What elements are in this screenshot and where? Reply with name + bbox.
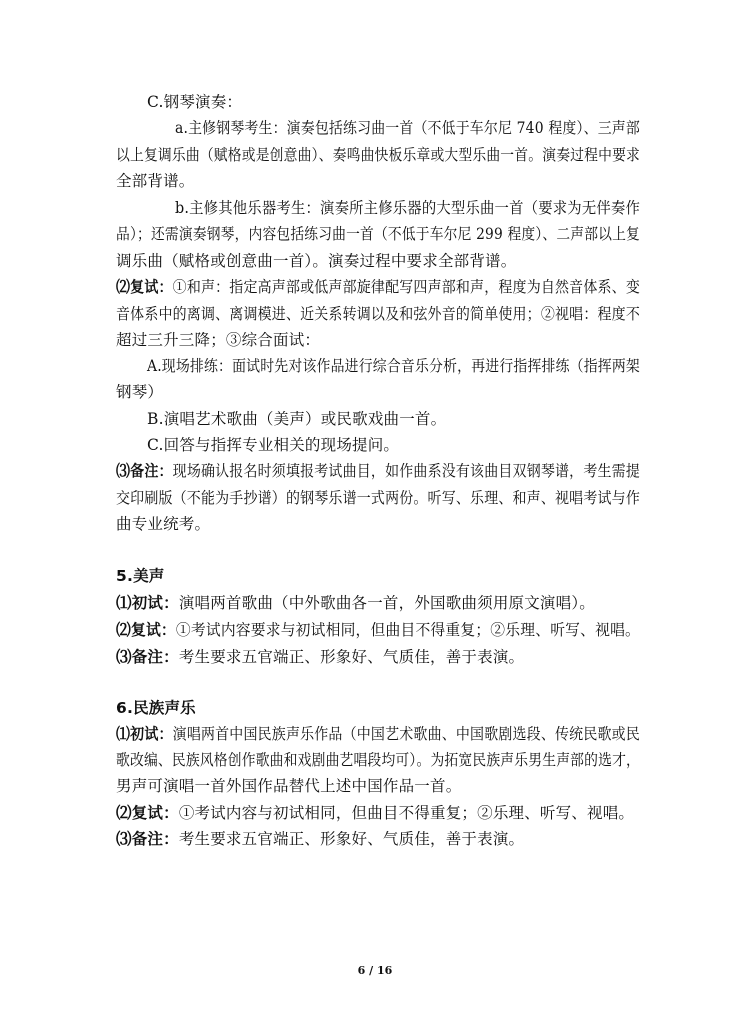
folk-retest-text: ①考试内容与初试相同，但曲目不得重复；②乐理、听写、视唱。	[178, 804, 635, 822]
bel-canto-note-label: ⑶备注：	[116, 648, 179, 666]
folk-note-text: 考生要求五官端正、形象好、气质佳，善于表演。	[178, 830, 525, 848]
piano-b-line-3: 调乐曲（赋格或创意曲一首）。演奏过程中要求全部背谱。	[116, 252, 517, 270]
bel-canto-retest	[116, 619, 640, 641]
bel-canto-retest-text: ①考试内容要求与初试相同，但曲目不得重复；②乐理、听写、视唱。	[175, 621, 641, 639]
folk-heading: 6.民族声乐	[116, 699, 196, 717]
bel-canto-note	[116, 646, 524, 668]
retest-b: B.演唱艺术歌曲（美声）或民歌戏曲一首。	[147, 410, 447, 428]
piano-b-line-1: b.主修其他乐器考生：演奏所主修乐器的大型乐曲一首（要求为无伴奏作	[175, 199, 641, 217]
note-line-1	[116, 460, 640, 482]
folk-prelim-line-1	[116, 723, 640, 745]
bel-canto-heading: 5.美声	[116, 567, 165, 585]
folk-prelim-label: ⑴初试：	[116, 725, 173, 743]
folk-note	[116, 828, 524, 850]
note-line-3: 曲专业统考。	[116, 515, 211, 533]
piano-section-title: C.钢琴演奏：	[147, 93, 243, 111]
retest-a-line-2: 钢琴）	[116, 383, 164, 401]
folk-retest-label: ⑵复试：	[116, 804, 179, 822]
bel-canto-prelim	[116, 592, 595, 614]
piano-a-line-2: 以上复调乐曲（赋格或是创意曲）、奏鸣曲快板乐章或大型乐曲一首。演奏过程中要求	[116, 146, 641, 164]
folk-note-label: ⑶备注：	[116, 830, 179, 848]
folk-prelim-line-3: 男声可演唱一首外国作品替代上述中国作品一首。	[116, 777, 462, 795]
bel-canto-retest-label: ⑵复试：	[116, 621, 176, 639]
retest-label: ⑵复试：	[116, 278, 173, 296]
note-text-1: 现场确认报名时须填报考试曲目，如作曲系没有该曲目双钢琴谱，考生需提	[172, 462, 640, 480]
note-line-2: 交印刷版（不能为手抄谱）的钢琴乐谱一式两份。听写、乐理、和声、视唱考试与作	[116, 489, 640, 507]
page-number: 6 / 16	[357, 964, 393, 977]
bel-canto-prelim-label: ⑴初试：	[116, 594, 179, 612]
piano-a-line-1: a.主修钢琴考生：演奏包括练习曲一首（不低于车尔尼 740 程度）、三声部	[175, 119, 640, 137]
retest-line-2: 音体系中的离调、离调模进、近关系转调以及和弦外音的简单使用；②视唱：程度不	[116, 305, 640, 323]
piano-b-line-2: 品）；还需演奏钢琴，内容包括练习曲一首（不低于车尔尼 299 程度）、二声部以上复	[116, 225, 640, 243]
bel-canto-note-text: 考生要求五官端正、形象好、气质佳，善于表演。	[178, 648, 525, 666]
folk-prelim-text-1: 演唱两首中国民族声乐作品（中国艺术歌曲、中国歌剧选段、传统民歌或民	[172, 725, 640, 743]
retest-line-1	[116, 276, 640, 298]
retest-text-1: ①和声：指定高声部或低声部旋律配写四声部和声，程度为自然音体系、变	[172, 278, 640, 296]
note-label: ⑶备注：	[116, 462, 173, 480]
piano-a-line-3: 全部背谱。	[116, 172, 195, 190]
retest-line-3: 超过三升三降；③综合面试：	[116, 331, 321, 349]
bel-canto-prelim-text: 演唱两首歌曲（中外歌曲各一首，外国歌曲须用原文演唱）。	[178, 594, 595, 612]
retest-a-line-1: A.现场排练：面试时先对该作品进行综合音乐分析，再进行指挥排练（指挥两架	[147, 357, 640, 375]
retest-c: C.回答与指挥专业相关的现场提问。	[147, 436, 400, 454]
folk-retest	[116, 802, 634, 824]
folk-prelim-line-2: 歌改编、民族风格创作歌曲和戏剧曲艺唱段均可）。为拓宽民族声乐男生声部的选才，	[116, 751, 641, 769]
